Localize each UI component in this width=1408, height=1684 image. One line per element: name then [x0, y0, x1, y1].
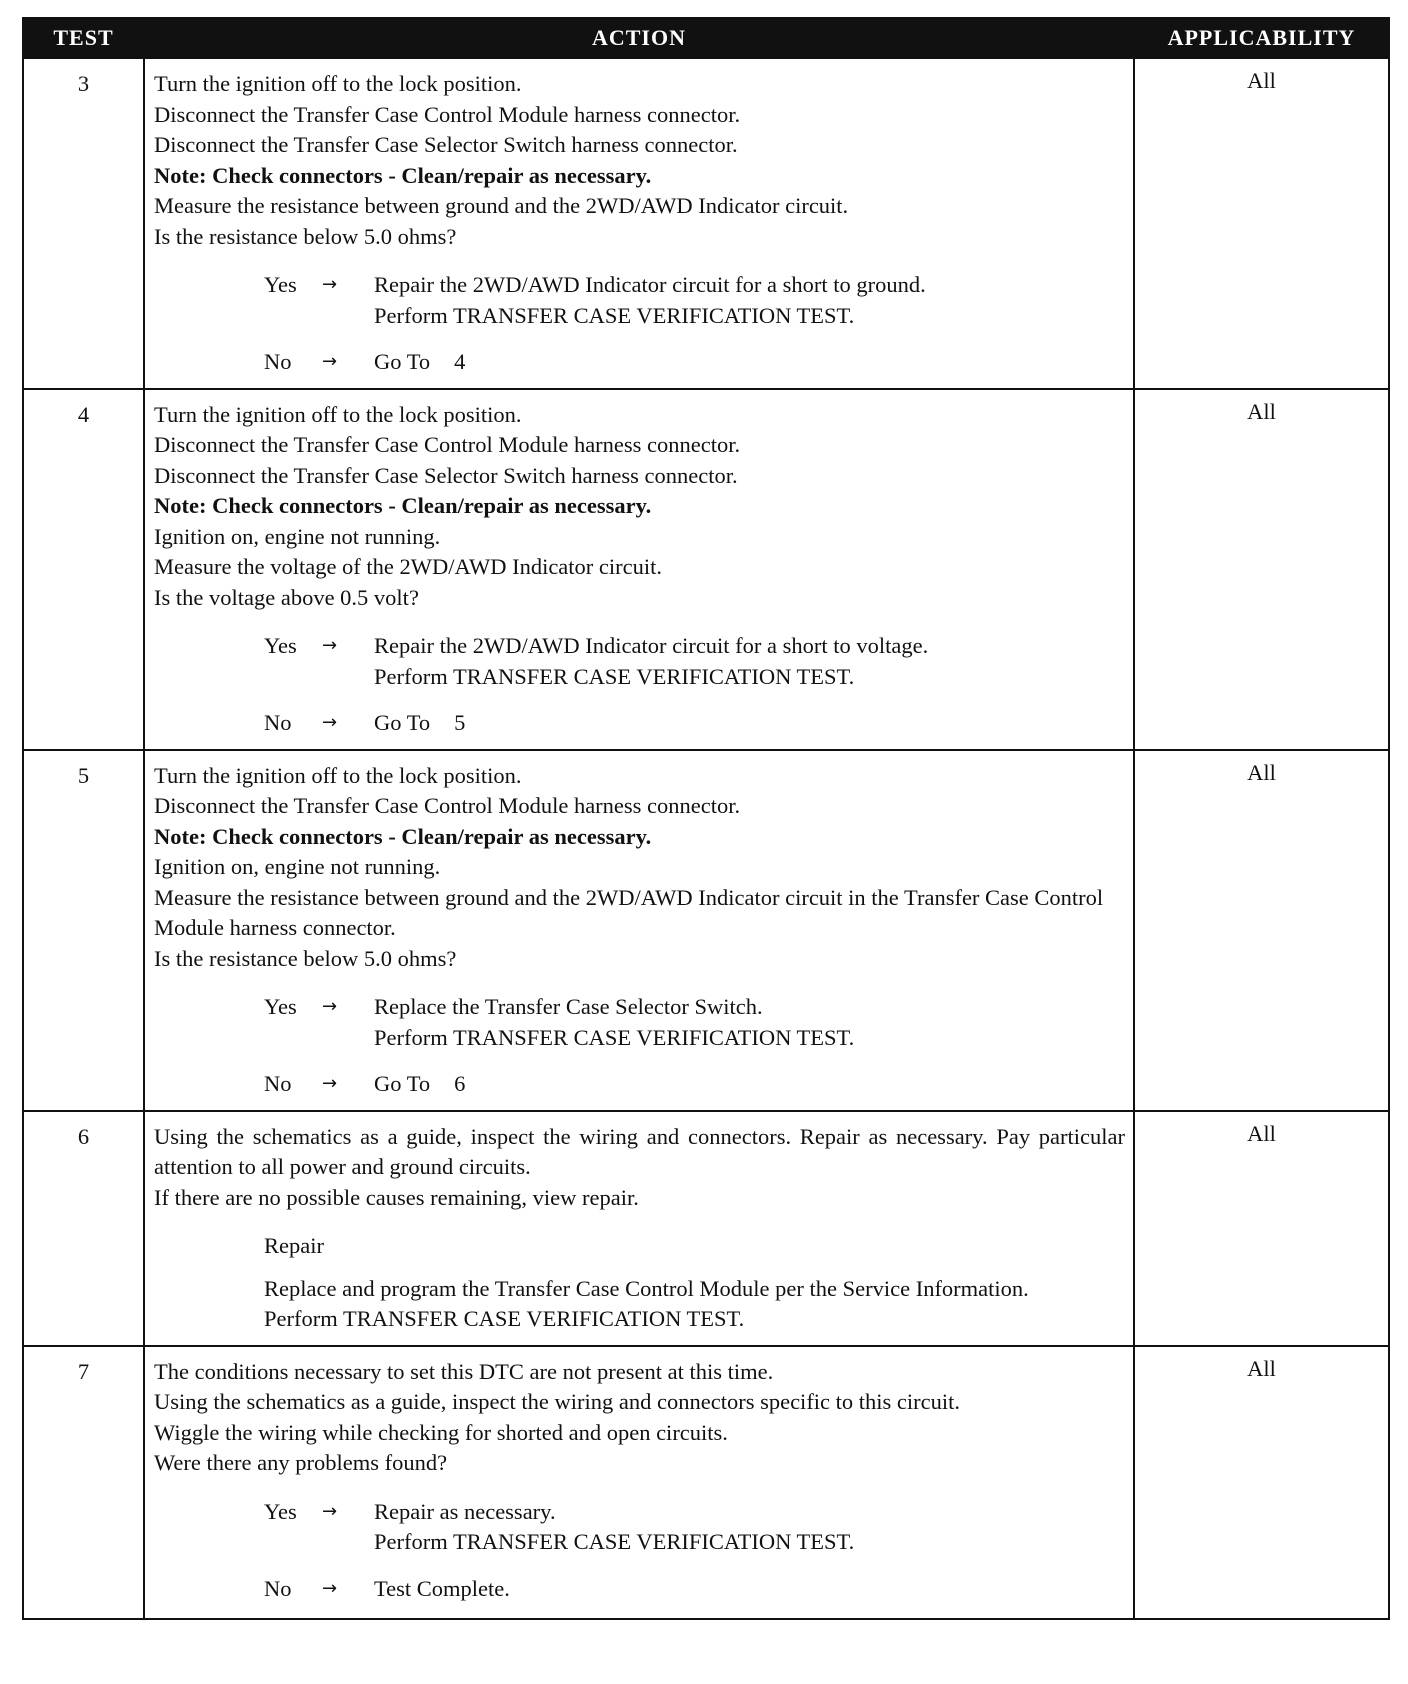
goto-text: Go To — [374, 710, 431, 735]
goto-link[interactable] — [374, 347, 1125, 378]
applicability-value: All — [1134, 1346, 1389, 1620]
diagnostic-test-table — [22, 17, 1390, 1620]
goto-target: 4 — [454, 349, 466, 374]
action-cell — [144, 58, 1134, 389]
applicability-value: All — [1134, 58, 1389, 389]
yes-actions — [374, 1497, 1125, 1558]
goto-target: 5 — [454, 710, 466, 735]
action-step: Measure the voltage of the 2WD/AWD Indicator circuit. — [154, 554, 663, 579]
goto-link[interactable] — [374, 708, 1125, 739]
yes-action-line: Repair the 2WD/AWD Indicator circuit for a short to ground. — [374, 272, 926, 297]
no-branch — [264, 1574, 1125, 1605]
no-branch — [264, 708, 1125, 739]
repair-line: Replace and program the Transfer Case Control Module per the Service Information. — [264, 1275, 1029, 1301]
table-header-row — [23, 18, 1389, 58]
result-branches — [264, 992, 1125, 1100]
no-label: No — [264, 1071, 292, 1096]
yes-actions — [374, 992, 1125, 1053]
action-question: Is the resistance below 5.0 ohms? — [154, 945, 457, 971]
arrow-right-icon: → — [322, 712, 338, 733]
action-step: Disconnect the Transfer Case Control Module harness connector. — [154, 101, 741, 127]
test-number: 6 — [23, 1111, 144, 1346]
applicability-value: All — [1134, 750, 1389, 1111]
action-step: If there are no possible causes remaining, view repair. — [154, 1184, 639, 1210]
action-note: Note: Check connectors - Clean/repair as necessary. — [154, 162, 652, 188]
yes-label: Yes — [264, 1498, 297, 1524]
yes-branch — [264, 270, 1125, 331]
action-cell — [144, 1346, 1134, 1620]
repair-block — [264, 1231, 1125, 1262]
action-step: Ignition on, engine not running. — [154, 523, 441, 549]
action-step: Disconnect the Transfer Case Selector Switch harness connector. — [154, 462, 738, 488]
no-branch — [264, 1069, 1125, 1100]
header-test: TEST — [23, 18, 144, 58]
table-row-test-4 — [23, 389, 1389, 750]
table-row-test-5 — [23, 750, 1389, 1111]
result-branches — [264, 631, 1125, 739]
action-question: Were there any problems found? — [154, 1450, 448, 1475]
test-number: 3 — [23, 58, 144, 389]
action-step: Wiggle the wiring while checking for shorted and open circuits. — [154, 1419, 728, 1445]
action-step: Turn the ignition off to the lock position. — [154, 71, 522, 96]
action-cell — [144, 389, 1134, 750]
result-branches — [264, 1497, 1125, 1605]
goto-target: 6 — [454, 1071, 466, 1096]
test-complete-text: Test Complete. — [374, 1575, 510, 1601]
action-step: Using the schematics as a guide, inspect the wiring and connectors. Repair as necessary. Pay particular attention to all power and ground circuits. — [154, 1123, 1125, 1179]
yes-action-line: Perform TRANSFER CASE VERIFICATION TEST. — [374, 302, 855, 328]
no-label: No — [264, 710, 292, 735]
arrow-right-icon: → — [322, 351, 338, 372]
arrow-right-icon: → — [322, 635, 338, 656]
repair-label: Repair — [264, 1233, 324, 1258]
goto-link[interactable] — [374, 1069, 1125, 1100]
action-cell — [144, 1111, 1134, 1346]
yes-label: Yes — [264, 633, 297, 658]
no-branch — [264, 347, 1125, 378]
goto-text: Go To — [374, 349, 431, 374]
action-step: Turn the ignition off to the lock position. — [154, 401, 522, 427]
yes-action-line: Perform TRANSFER CASE VERIFICATION TEST. — [374, 1024, 855, 1050]
yes-branch — [264, 992, 1125, 1053]
yes-action-line: Repair as necessary. — [374, 1498, 556, 1524]
arrow-right-icon: → — [322, 1500, 338, 1522]
yes-action-line: Repair the 2WD/AWD Indicator circuit for a short to voltage. — [374, 633, 929, 658]
test-number: 7 — [23, 1346, 144, 1620]
yes-branch — [264, 1497, 1125, 1558]
table-row-test-3 — [23, 58, 1389, 389]
no-label: No — [264, 349, 292, 374]
arrow-right-icon: → — [322, 1073, 338, 1094]
table-row-test-7 — [23, 1346, 1389, 1620]
table-row-test-6 — [23, 1111, 1389, 1346]
action-note: Note: Check connectors - Clean/repair as necessary. — [154, 493, 652, 518]
yes-actions — [374, 631, 1125, 692]
action-step: Turn the ignition off to the lock position. — [154, 762, 522, 788]
action-step: Disconnect the Transfer Case Selector Switch harness connector. — [154, 132, 738, 157]
test-number: 5 — [23, 750, 144, 1111]
diagnostic-table-container — [22, 17, 1388, 1620]
action-step: Using the schematics as a guide, inspect the wiring and connectors specific to this circuit. — [154, 1389, 961, 1414]
header-action: ACTION — [144, 18, 1134, 58]
action-step: Ignition on, engine not running. — [154, 854, 441, 879]
yes-label: Yes — [264, 272, 297, 297]
repair-line: Perform TRANSFER CASE VERIFICATION TEST. — [264, 1306, 745, 1331]
test-number: 4 — [23, 389, 144, 750]
applicability-value: All — [1134, 1111, 1389, 1346]
arrow-right-icon: → — [322, 996, 338, 1017]
action-step: Measure the resistance between ground and the 2WD/AWD Indicator circuit in the Transfer Case Control Module harness connector. — [154, 884, 1104, 940]
yes-action-line: Replace the Transfer Case Selector Switch. — [374, 994, 763, 1019]
arrow-right-icon: → — [322, 1577, 338, 1599]
action-step: Disconnect the Transfer Case Control Module harness connector. — [154, 432, 741, 457]
action-question: Is the voltage above 0.5 volt? — [154, 584, 419, 610]
repair-instructions — [264, 1274, 1125, 1335]
yes-actions — [374, 270, 1125, 331]
result-branches — [264, 270, 1125, 378]
applicability-value: All — [1134, 389, 1389, 750]
action-step: The conditions necessary to set this DTC are not present at this time. — [154, 1358, 774, 1384]
action-step: Measure the resistance between ground and the 2WD/AWD Indicator circuit. — [154, 193, 849, 218]
header-applicability: APPLICABILITY — [1134, 18, 1389, 58]
arrow-right-icon: → — [322, 274, 338, 295]
action-cell — [144, 750, 1134, 1111]
yes-action-line: Perform TRANSFER CASE VERIFICATION TEST. — [374, 1529, 855, 1554]
yes-action-line: Perform TRANSFER CASE VERIFICATION TEST. — [374, 663, 855, 689]
yes-label: Yes — [264, 994, 297, 1019]
no-label: No — [264, 1575, 292, 1601]
yes-branch — [264, 631, 1125, 692]
goto-text: Go To — [374, 1071, 431, 1096]
action-question: Is the resistance below 5.0 ohms? — [154, 223, 457, 249]
action-note: Note: Check connectors - Clean/repair as necessary. — [154, 823, 652, 849]
action-step: Disconnect the Transfer Case Control Module harness connector. — [154, 793, 741, 818]
